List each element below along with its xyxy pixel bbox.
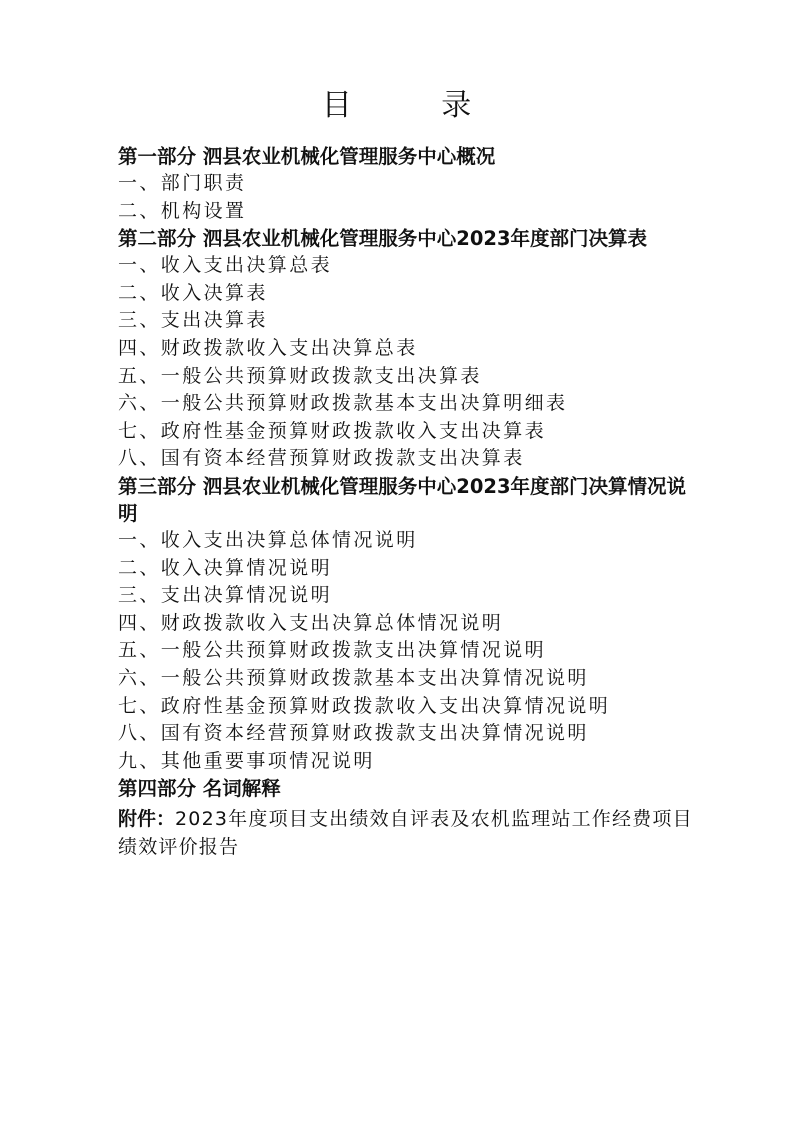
toc-item: 三、支出决算表: [118, 309, 268, 332]
toc-item: 六、一般公共预算财政拨款基本支出决算明细表: [118, 392, 568, 415]
toc-item: 七、政府性基金预算财政拨款收入支出决算表: [118, 419, 547, 442]
toc-item: 八、国有资本经营预算财政拨款支出决算情况说明: [118, 722, 589, 745]
page-title: 目 录: [321, 88, 512, 123]
table-of-contents: [118, 143, 698, 880]
part-heading-4: 第四部分 名词解释: [118, 777, 281, 801]
toc-item: 三、支出决算情况说明: [118, 584, 333, 607]
part-heading-1: 第一部分 泗县农业机械化管理服务中心概况: [118, 145, 496, 168]
attachment-label: 附件：: [118, 808, 176, 831]
toc-item: 四、财政拨款收入支出决算总体情况说明: [118, 611, 504, 634]
toc-item: 二、收入决算情况说明: [118, 556, 333, 579]
toc-item: 四、财政拨款收入支出决算总表: [118, 336, 418, 359]
part-heading-3: 第三部分 泗县农业机械化管理服务中心2023年度部门决算情况说明: [118, 474, 687, 525]
toc-item: 六、一般公共预算财政拨款基本支出决算情况说明: [118, 666, 589, 689]
toc-item: 五、一般公共预算财政拨款支出决算情况说明: [118, 639, 547, 662]
toc-item: 九、其他重要事项情况说明: [118, 749, 375, 772]
toc-item: 一、部门职责: [118, 172, 247, 194]
part-heading-2: 第二部分 泗县农业机械化管理服务中心2023年度部门决算表: [118, 227, 648, 251]
toc-item: 五、一般公共预算财政拨款支出决算表: [118, 364, 482, 387]
toc-item: 一、收入支出决算总体情况说明: [118, 528, 418, 551]
attachment-line: [118, 806, 698, 861]
toc-item: 七、政府性基金预算财政拨款收入支出决算情况说明: [118, 694, 611, 717]
toc-item: 二、机构设置: [118, 199, 247, 222]
toc-item: 八、国有资本经营预算财政拨款支出决算表: [118, 447, 525, 470]
toc-item: 二、收入决算表: [118, 281, 268, 304]
attachment-text: 2023年度项目支出绩效自评表及农机监理站工作经费项目绩效评价报告: [118, 808, 693, 858]
toc-item: 一、收入支出决算总表: [118, 254, 333, 277]
